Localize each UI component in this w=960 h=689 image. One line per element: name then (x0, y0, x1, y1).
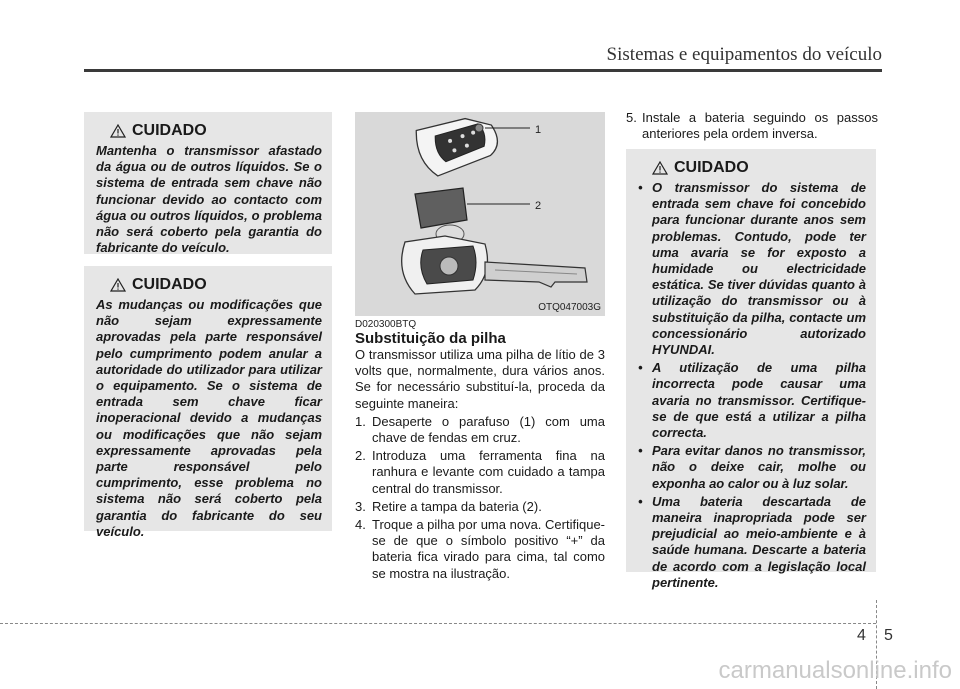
key-fob-drawing (355, 112, 605, 316)
callout-1: 1 (535, 124, 542, 136)
step-item: 3. Retire a tampa da bateria (2). (355, 498, 542, 514)
section-title: Substituição da pilha (355, 330, 506, 347)
section-intro: O transmissor utiliza uma pilha de lítio de 3 volts que, normalmente, dura vários anos. Se for necessário substituí-la, proceda da seguinte maneira: (355, 347, 605, 411)
caution-bullet: • Uma bateria descartada de maneira inapropriada pode ser prejudicial ao meio-ambiente e à saúde humana. Descarte a bateria de acordo com a legislação local pertinente. (638, 493, 866, 590)
key-fob-illustration (355, 112, 605, 316)
caution-heading (110, 122, 322, 140)
caution-label: CUIDADO (132, 276, 207, 293)
caution-label: CUIDADO (674, 159, 749, 176)
caution-heading (110, 276, 322, 294)
caution-box-transmitter (626, 149, 876, 590)
caution-text: Mantenha o transmissor afastado da água ou de outros líquidos. Se o sistema de entrada sem chave não funcionar devido ao contacto com água ou outros líquidos, o problema não será coberto pela garantia do fabricante do veículo. (96, 143, 322, 256)
caution-box-modifications (84, 266, 332, 539)
page-header-title: Sistemas e equipamentos do veículo (606, 44, 882, 65)
caution-bullet: • O transmissor do sistema de entrada sem chave foi concebido para funcionar durante anos sem problemas. Contudo, pode ter uma avaria se for exposto a humidade ou electricidade estática. Se tiver dúvidas quanto à utilização do transmissor ou à substituição da pilha, contacte um concessionário autorizado HYUNDAI. (638, 180, 866, 358)
warning-triangle-icon (652, 161, 668, 175)
caution-text: As mudanças ou modificações que não sejam expressamente aprovadas pela parte responsável pelo cumprimento podem anular a autoridade do utilizador para utilizar o equipamento. Se o sistema de entrada sem chave ficar inoperacional devido a mudanças ou modificações que não sejam expressamente aprovadas pela parte responsável pelo cumprimento, esse problema no sistema não será coberto pela garantia do fabricante do seu veículo. (96, 297, 322, 539)
callout-2: 2 (535, 200, 542, 212)
warning-triangle-icon (110, 124, 126, 138)
warning-triangle-icon (110, 278, 126, 292)
chapter-number: 4 (857, 627, 866, 644)
watermark: carmanualsonline.info (718, 657, 952, 684)
page-number: 5 (884, 627, 893, 644)
steps-list (355, 414, 605, 582)
step-item: 2. Introduza uma ferramenta fina na ranhura e levante com cuidado a tampa central do transmissor. (355, 448, 605, 496)
section-code: D020300BTQ (355, 319, 417, 330)
caution-heading (652, 159, 866, 177)
figure-code: OTQ047003G (538, 302, 601, 313)
step-item: 1. Desaperte o parafuso (1) com uma chave de fendas em cruz. (355, 413, 605, 446)
caution-bullet: • Para evitar danos no transmissor, não o deixe cair, molhe ou exponha ao calor ou à luz solar. (638, 443, 866, 491)
caution-bullets (638, 180, 866, 591)
section-body (355, 347, 605, 584)
caution-bullet: • A utilização de uma pilha incorrecta pode causar uma avaria no transmissor. Certifique-se de que está a utilizar a pilha correcta. (638, 360, 866, 441)
footer-rule (0, 623, 876, 624)
step-item: 4. Troque a pilha por uma nova. Certifique-se de que o símbolo positivo “+” da bateria fica virado para cima, tal como se mostra na ilustração. (355, 517, 605, 581)
header-rule (84, 69, 882, 72)
step-item: 5. Instale a bateria seguindo os passos anteriores pela ordem inversa. (626, 110, 878, 142)
caution-box-water (84, 112, 332, 254)
caution-label: CUIDADO (132, 122, 207, 139)
